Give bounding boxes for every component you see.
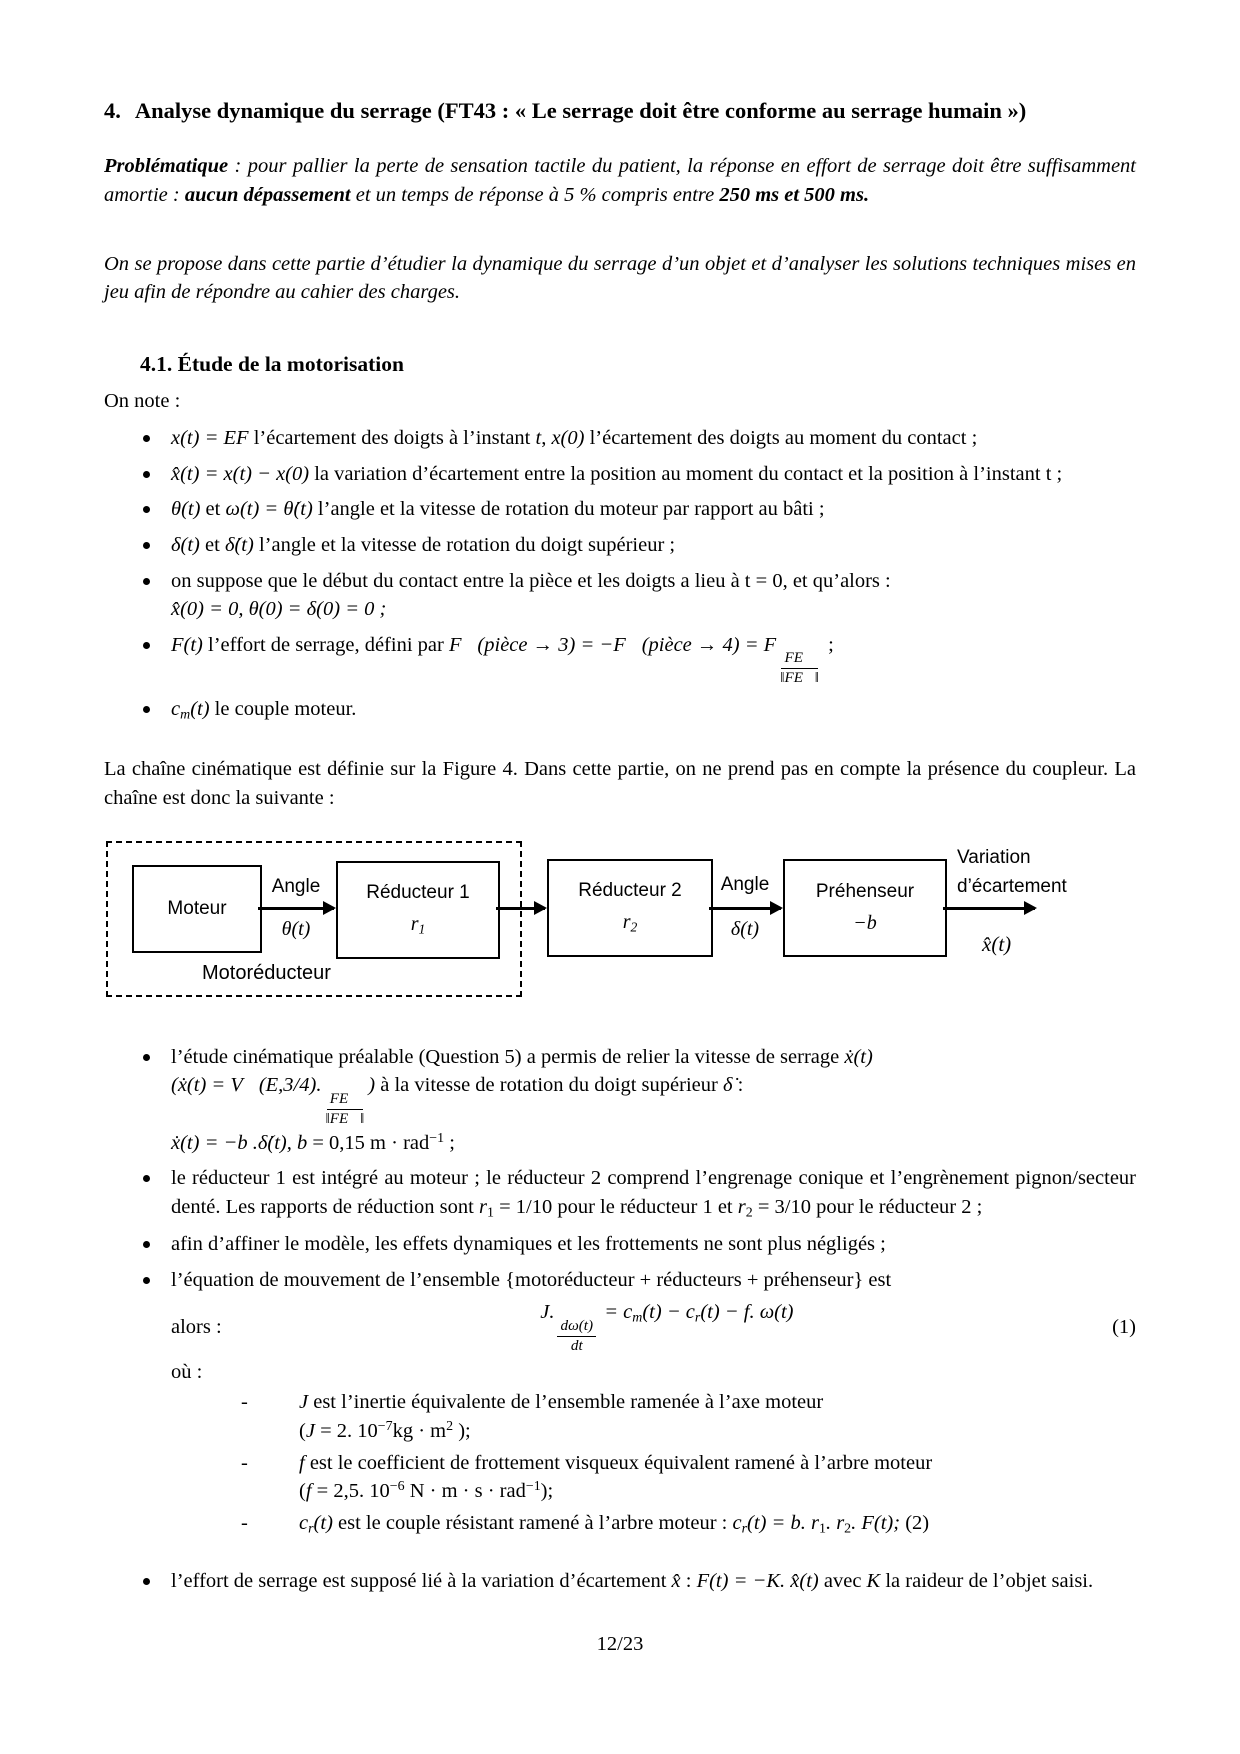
list-item: x(t) = EF l’écartement des doigts à l’instant t, x(0) l’écartement des doigts au moment du contact ;	[171, 424, 1136, 453]
output-label-line1: Variation	[957, 846, 1031, 868]
list-item: θ(t) et ω(t) = θ̇(t) l’angle et la vitesse de rotation du moteur par rapport au bâti ;	[171, 495, 1136, 524]
sublist-item: - f est le coefficient de frottement visqueux équivalent ramené à l’arbre moteur (f = 2,5. $10^{-6}$ N · m · s · rad$^{-1}$);	[299, 1449, 1136, 1506]
output-label-line2: d’écartement	[957, 875, 1067, 897]
prehenseur-box	[783, 859, 947, 957]
moteur-box	[132, 865, 262, 953]
reducteur2-box	[547, 859, 713, 957]
output-label	[957, 843, 1142, 901]
sublist-item: - cr(t) est le couple résistant ramené à l’arbre moteur : cr(t) = b. r1. r2. F(t); (2)	[299, 1509, 1136, 1539]
arrow-reducteur2-to-prehenseur	[709, 907, 781, 910]
arrow1-label: Angle	[271, 875, 321, 897]
equation-1-prefix: alors :	[171, 1315, 222, 1338]
list-item: δ(t) et δ̇(t) l’angle et la vitesse de rotation du doigt supérieur ;	[171, 531, 1136, 560]
arrow-reducteur1-to-reducteur2	[496, 907, 545, 910]
heading-text: Analyse dynamique du serrage (FT43 : « Le serrage doit être conforme au serrage humain »)	[134, 98, 1027, 123]
reducteur1-ratio: r1	[410, 912, 426, 937]
arrow2-label: Angle	[720, 873, 770, 895]
ou-label: où :	[171, 1360, 203, 1383]
definition-sublist	[171, 1388, 1136, 1539]
on-note-label: On note :	[104, 390, 181, 413]
motoreducteur-label: Motoréducteur	[202, 961, 331, 984]
page-number: 12/23	[596, 1632, 644, 1655]
list-item: x̂(t) = x(t) − x(0) la variation d’écartement entre la position au moment du contact et la position à l’instant t ;	[171, 460, 1136, 489]
arrow1-symbol: θ(t)	[281, 917, 311, 940]
kinematic-chain-figure	[104, 829, 1136, 1007]
reducteur2-label: Réducteur 2	[578, 880, 682, 902]
prehenseur-gain: −b	[853, 911, 877, 934]
arrow-moteur-to-reducteur1	[258, 907, 334, 910]
notation-list	[104, 424, 1136, 725]
list-item: F(t) l’effort de serrage, défini par F⃗(pièce → 3) = −F⃗(pièce → 4) = F $\frac{FE⃗}{‖FE⃗‖}$ ;	[171, 631, 1136, 688]
list-item: afin d’affiner le modèle, les effets dynamiques et les frottements ne sont plus négligés ;	[171, 1230, 1136, 1259]
list-item: on suppose que le début du contact entre la pièce et les doigts a lieu à t = 0, et qu’alors : x̂(0) = 0, θ(0) = δ(0) = 0 ;	[171, 567, 1136, 624]
sublist-item: - J est l’inertie équivalente de l’ensemble ramenée à l’axe moteur (J = 2. $10^{-7}kg \cdot m^2$ );	[299, 1388, 1136, 1445]
output-arrow	[943, 907, 1035, 910]
list-item: l’effort de serrage est supposé lié à la variation d’écartement x̂ : F(t) = −K. x̂(t) avec K la raideur de l’objet saisi.	[171, 1567, 1136, 1596]
model-list	[104, 1043, 1136, 1596]
list-item: le réducteur 1 est intégré au moteur ; le réducteur 2 comprend l’engrenage conique et l’engrènement pignon/secteur denté. Les rapports de réduction sont r1 = 1/10 pour le réducteur 1 et r2 = 3/10 pour le réducteur 2 ;	[171, 1164, 1136, 1223]
moteur-label: Moteur	[167, 897, 227, 919]
equation-1: J. $\frac{d\omega(t)}{dt}$ = cm(t) − cr(t) − f. ω(t)	[540, 1301, 794, 1354]
equation-intro: l’équation de mouvement de l’ensemble {motoréducteur + réducteurs + préhenseur} est	[171, 1268, 892, 1291]
problematique-paragraph: Problématique : pour pallier la perte de sensation tactile du patient, la réponse en effort de serrage doit être suffisamment amortie : aucun dépassement et un temps de réponse à 5 % compris entre 250 ms et 500 ms.	[104, 155, 1136, 207]
list-item: l’étude cinématique préalable (Question 5) a permis de relier la vitesse de serrage ẋ(t) (ẋ(t) = V⃗(E,3/4). $\frac{FE⃗}{‖FE⃗‖}$ ) à la vitesse de rotation du doigt supérieur δ̇ : ẋ(t) = −b .δ̇(t), b = 0,15 m · rad$^{-1}$ ;	[171, 1043, 1136, 1158]
subsection-title: 4.1. Étude de la motorisation	[140, 352, 404, 377]
prehenseur-label: Préhenseur	[815, 880, 915, 902]
chaine-paragraph: La chaîne cinématique est définie sur la Figure 4. Dans cette partie, on ne prend pas en compte la présence du coupleur. La chaîne est donc la suivante :	[104, 758, 1136, 809]
arrow2-symbol: δ(t)	[730, 917, 760, 940]
reducteur1-box	[336, 861, 500, 959]
equation-1-row	[171, 1298, 1136, 1355]
list-item: cm(t) le couple moteur.	[171, 695, 1136, 725]
reducteur1-label: Réducteur 1	[366, 882, 470, 904]
intro-paragraph: On se propose dans cette partie d’étudier la dynamique du serrage d’un objet et d’analyser les solutions techniques mises en jeu afin de répondre au cahier des charges.	[104, 252, 1136, 304]
heading-number: 4.	[104, 98, 121, 123]
list-item-equation	[171, 1266, 1136, 1539]
reducteur2-ratio: r2	[622, 910, 638, 935]
output-symbol: x̂(t)	[982, 931, 1012, 956]
section-heading	[104, 96, 1136, 126]
equation-1-number: (1)	[1112, 1315, 1136, 1338]
